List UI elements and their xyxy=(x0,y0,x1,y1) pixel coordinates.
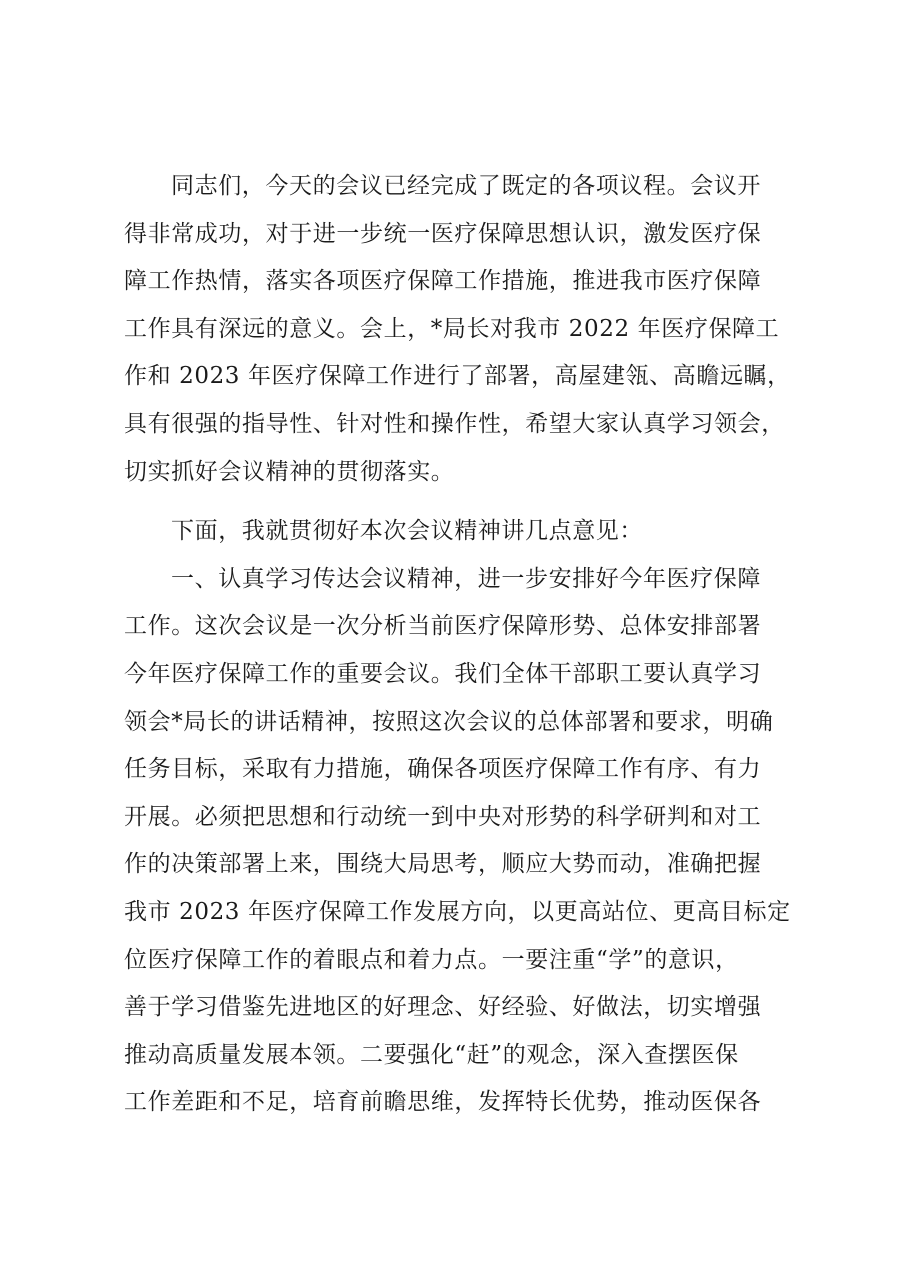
document-body xyxy=(124,163,794,1127)
paragraph-section-one xyxy=(124,556,794,1127)
text-line: 领会*局长的讲话精神，按照这次会议的总体部署和要求，明确 xyxy=(124,708,774,735)
text-line: 今年医疗保障工作的重要会议。我们全体干部职工要认真学习 xyxy=(124,660,762,687)
text-line: 推动高质量发展本领。二要强化“赶”的观念，深入查摆医保 xyxy=(124,1041,739,1068)
text-line: 得非常成功，对于进一步统一医疗保障思想认识，激发医疗保 xyxy=(124,220,762,247)
text-line: 任务目标，采取有力措施，确保各项医疗保障工作有序、有力 xyxy=(124,756,762,783)
text-line: 具有很强的指导性、针对性和操作性，希望大家认真学习领会， xyxy=(124,410,785,437)
text-line: 切实抓好会议精神的贯彻落实。 xyxy=(124,458,455,485)
text-line: 作的决策部署上来，围绕大局思考，顺应大势而动，准确把握 xyxy=(124,851,762,878)
text-line: 位医疗保障工作的着眼点和着力点。一要注重“学”的意识， xyxy=(124,946,739,973)
text-line: 开展。必须把思想和行动统一到中央对形势的科学研判和对工 xyxy=(124,803,762,830)
paragraph-transition xyxy=(124,508,794,556)
text-line: 工作具有深远的意义。会上，*局长对我市 2022 年医疗保障工 xyxy=(124,315,780,342)
text-line: 下面，我就贯彻好本次会议精神讲几点意见： xyxy=(171,518,643,545)
text-line: 一、认真学习传达会议精神，进一步安排好今年医疗保障 xyxy=(171,565,761,592)
text-line: 工作差距和不足，培育前瞻思维，发挥特长优势，推动医保各 xyxy=(124,1089,762,1116)
text-line: 我市 2023 年医疗保障工作发展方向，以更高站位、更高目标定 xyxy=(124,898,791,925)
text-line: 工作。这次会议是一次分析当前医疗保障形势、总体安排部署 xyxy=(124,613,762,640)
paragraph-spacer xyxy=(124,496,794,508)
text-line: 善于学习借鉴先进地区的好理念、好经验、好做法，切实增强 xyxy=(124,994,762,1021)
text-line: 障工作热情，落实各项医疗保障工作措施，推进我市医疗保障 xyxy=(124,268,762,295)
text-line: 作和 2023 年医疗保障工作进行了部署，高屋建瓴、高瞻远瞩， xyxy=(124,363,791,390)
text-line: 同志们，今天的会议已经完成了既定的各项议程。会议开 xyxy=(171,173,761,199)
paragraph-opening xyxy=(124,163,794,496)
